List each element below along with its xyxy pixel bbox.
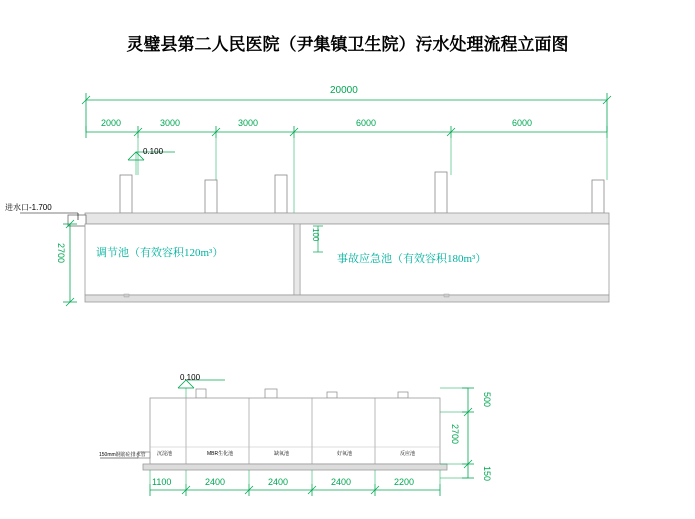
- upper-seg-dim-1: 2000: [101, 118, 122, 128]
- tank-label-2: MBR生化池: [207, 451, 234, 457]
- upper-elevation-label: 0.100: [143, 147, 164, 156]
- upper-seg-dim-3: 3000: [238, 118, 259, 128]
- inlet-label: 进水口-1.700: [5, 203, 52, 212]
- lower-elevation-label: 0.100: [180, 373, 201, 382]
- upper-structure: [68, 172, 609, 302]
- lower-right-dim-2: 2700: [450, 424, 460, 445]
- lower-bottom-dim-3: 2400: [268, 477, 289, 487]
- pool-label-emergency: 事故应急池（有效容积180m³）: [337, 253, 487, 265]
- pool-label-regulating: 调节池（有效容积120m³）: [96, 247, 224, 259]
- tank-label-5: 反应池: [400, 451, 416, 457]
- upper-seg-dim-2: 3000: [160, 118, 181, 128]
- upper-seg-dim-4: 6000: [356, 118, 377, 128]
- upper-height-dim-label: 2700: [56, 243, 66, 264]
- wall-thickness-label: 100: [311, 228, 320, 242]
- lower-right-dim-1: 500: [482, 392, 492, 408]
- tank-label-1: 沉淀池: [157, 451, 173, 457]
- lower-right-dim-3: 150: [482, 466, 492, 482]
- upper-seg-dim-5: 6000: [512, 118, 533, 128]
- lower-bottom-dim-2: 2400: [205, 477, 226, 487]
- lower-bottom-dim-5: 2200: [394, 477, 415, 487]
- tank-label-3: 缺氧池: [274, 451, 290, 457]
- page-title: 灵璧县第二人民医院（尹集镇卫生院）污水处理流程立面图: [126, 35, 569, 54]
- upper-overall-dim-label: 20000: [330, 85, 358, 96]
- tank-label-4: 好氧池: [337, 451, 353, 457]
- pipe-note-label: 150mm钢筋砼排水管: [99, 452, 146, 458]
- upper-height-dimension: [63, 220, 77, 306]
- lower-bottom-dim-4: 2400: [331, 477, 352, 487]
- lower-bottom-dim-1: 1100: [152, 477, 172, 487]
